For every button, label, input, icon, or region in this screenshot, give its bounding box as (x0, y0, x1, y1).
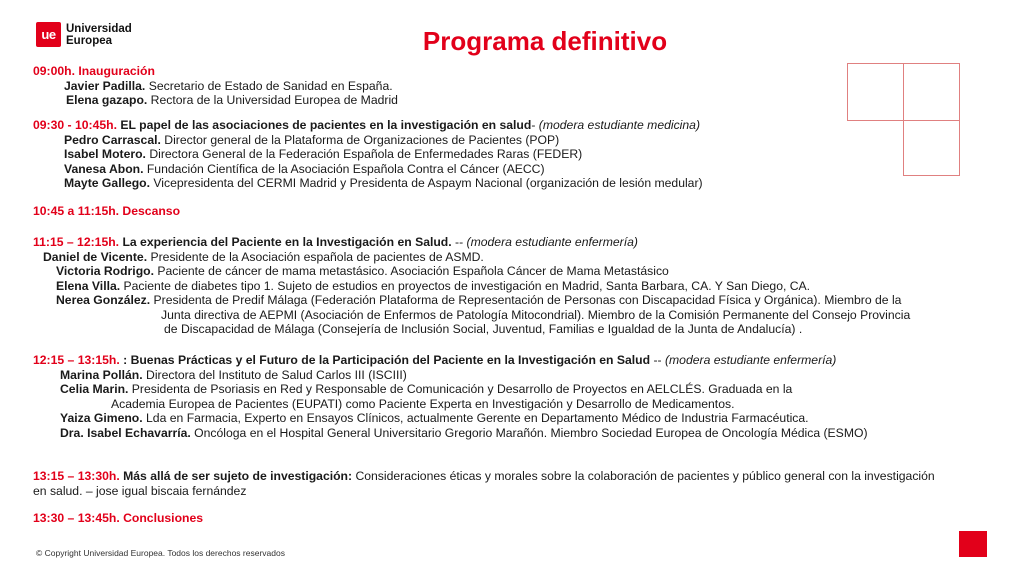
speaker-name: Dra. Isabel Echavarría. (60, 425, 191, 440)
session-experiencia-paciente: 11:15 – 12:15h. La experiencia del Paciente en la Investigación en Salud. -- (modera estudiante enfermería) Daniel de Vicente. Presidente de la Asociación española de pacientes de ASMD. Victoria Rodrigo. Paciente de cáncer de mama metastásico. Asociación Española Cáncer de Mama Metastásico Elena Villa. Paciente de diabetes tipo 1. Sujeto de estudios en proyectos de investigación en Madrid, Santa Barbara, CA. Y San Diego, CA. Nerea González. Presidenta de Predif Málaga (Federación Plataforma de Representación de Personas con Discapacidad Física y Orgánica). Miembro de la Junta directiva de AEPMI (Asociación de Enfermos de Patología Mitocondrial). Miembro de la Comisión Permanente del Consejo Provincia de Discapacidad de Málaga (Consejería de Inclusión Social, Juventud, Familias e Igualdad de la Junta de Andalucía) . (33, 235, 1023, 337)
speaker-desc: Secretario de Estado de Sanidad en España. (145, 78, 393, 93)
logo-name-line1: Universidad (66, 22, 132, 35)
speaker-name: Celia Marin. (60, 382, 129, 396)
speaker (33, 176, 1023, 191)
speaker-name: Nerea González. (56, 293, 151, 307)
speaker-name: Yaiza Gimeno. (60, 411, 143, 425)
speaker (33, 368, 1023, 383)
speaker-desc: Vicepresidenta del CERMI Madrid y Presidenta de Aspaym Nacional (organización de lesión medular) (150, 176, 703, 190)
session-time: 10:45 a 11:15h. Descanso (33, 204, 181, 218)
speaker (33, 382, 1023, 397)
speaker-name: Vanesa Abon. (64, 161, 144, 176)
speaker (33, 147, 1023, 162)
speaker (33, 250, 1023, 265)
session-time: 09:30 - 10:45h. (33, 118, 118, 132)
speaker-desc-continued: Junta directiva de AEPMI (Asociación de Enfermos de Patología Mitocondrial). Miembro de la Comisión Permanente del Consejo Provincia (161, 307, 911, 322)
speaker-name: Elena Villa. (56, 278, 121, 293)
speaker-desc: Presidenta de Psoriasis en Red y Responsable de Comunicación y Desarrollo de Proyectos en AELCLÉS. Graduada en la (128, 382, 793, 396)
speaker-name: Isabel Motero. (64, 147, 146, 161)
session-conclusiones (33, 511, 1023, 526)
speaker-desc: Presidenta de Predif Málaga (Federación Plataforma de Representación de Personas con Discapacidad Física y Orgánica). Miembro de la (150, 293, 902, 307)
speaker-name: Mayte Gallego. (64, 176, 151, 190)
speaker (33, 293, 1023, 308)
ue-logo-icon: ue (36, 22, 61, 47)
session-title: Más allá de ser sujeto de investigación: (119, 469, 353, 483)
session-mas-alla (33, 469, 948, 498)
session-asociaciones: 09:30 - 10:45h. EL papel de las asociaciones de pacientes en la investigación en salud- (modera estudiante medicina) Pedro Carrascal. Director general de la Plataforma de Organizaciones de Pacientes (POP) Isabel Motero. Directora General de la Federación Española de Enfermedades Raras (FEDER) Vanesa Abon. Fundación Científica de la Asociación Española Contra el Cáncer (AECC) Mayte Gallego. Vicepresidenta del CERMI Madrid y Presidenta de Aspaym Nacional (organización de lesión medular) (33, 118, 1023, 191)
speaker-name: Marina Pollán. (60, 367, 143, 382)
speaker-desc: Directora del Instituto de Salud Carlos III (ISCIII) (142, 367, 407, 382)
speaker (33, 279, 1023, 294)
session-inauguracion (33, 64, 1023, 108)
speaker-desc: Presidente de la Asociación española de pacientes de ASMD. (147, 249, 484, 264)
session-time: 13:30 – 13:45h. Conclusiones (33, 511, 204, 525)
speaker-desc: Paciente de diabetes tipo 1. Sujeto de estudios en proyectos de investigación en Madrid, Santa Barbara, CA. Y San Diego, CA. (120, 278, 811, 293)
page-title: Programa definitivo (422, 26, 668, 56)
speaker-name: Daniel de Vicente. (43, 249, 148, 264)
speaker-desc-continued: de Discapacidad de Málaga (Consejería de Inclusión Social, Juventud, Familias e Igualdad de la Junta de Andalucía) . (164, 322, 803, 336)
speaker (33, 133, 1023, 148)
decorative-red-block (959, 531, 987, 557)
speaker-name: Pedro Carrascal. (64, 132, 161, 147)
session-title: EL papel de las asociaciones de pacientes en la investigación en salud (117, 118, 532, 132)
session-time: 09:00h. Inauguración (33, 64, 155, 78)
speaker-desc: Fundación Científica de la Asociación Española Contra el Cáncer (AECC) (143, 161, 545, 176)
speaker (33, 411, 1023, 426)
speaker-desc: Oncóloga en el Hospital General Universitario Gregorio Marañón. Miembro Sociedad Europea de Oncología Médica (ESMO) (190, 425, 868, 440)
session-moderator: (modera estudiante enfermería) (664, 353, 837, 367)
session-buenas-practicas: 12:15 – 13:15h. : Buenas Prácticas y el Futuro de la Participación del Paciente en la Investigación en Salud -- (modera estudiante enfermería) Marina Pollán. Directora del Instituto de Salud Carlos III (ISCIII) Celia Marin. Presidenta de Psoriasis en Red y Responsable de Comunicación y Desarrollo de Proyectos en AELCLÉS. Graduada en la Academia Europea de Pacientes (EUPATI) como Paciente Experta en Investigación y Desarrollo de Medicamentos. Yaiza Gimeno. Lda en Farmacia, Experto en Ensayos Clínicos, actualmente Gerente en Departamento Médico de Industria Farmacéutica. Dra. Isabel Echavarría. Oncóloga en el Hospital General Universitario Gregorio Marañón. Miembro Sociedad Europea de Oncología Médica (ESMO) (33, 353, 1023, 440)
speaker (33, 264, 1023, 279)
session-descanso (33, 204, 1023, 219)
speaker (33, 79, 1023, 94)
speaker-desc: Directora General de la Federación Española de Enfermedades Raras (FEDER) (145, 147, 583, 161)
session-time: 12:15 – 13:15h. (33, 353, 120, 367)
speaker-desc: Rectora de la Universidad Europea de Madrid (147, 93, 398, 107)
speaker (33, 162, 1023, 177)
speaker-desc-continued: Academia Europea de Pacientes (EUPATI) como Paciente Experta en Investigación y Desarrollo de Medicamentos. (111, 396, 735, 411)
session-moderator: (modera estudiante medicina) (538, 118, 701, 132)
session-title: La experiencia del Paciente en la Investigación en Salud. (119, 235, 452, 249)
session-moderator: (modera estudiante enfermería) (466, 235, 638, 249)
session-time: 13:15 – 13:30h. (33, 469, 120, 483)
session-title: : Buenas Prácticas y el Futuro de la Participación del Paciente en la Investigación en Salud (119, 353, 651, 367)
speaker-desc: Director general de la Plataforma de Organizaciones de Pacientes (POP) (160, 132, 560, 147)
speaker-desc: Paciente de cáncer de mama metastásico. Asociación Española Cáncer de Mama Metastásico (153, 264, 669, 278)
copyright-footer: © Copyright Universidad Europea. Todos los derechos reservados (36, 548, 285, 558)
speaker-desc: Lda en Farmacia, Experto en Ensayos Clínicos, actualmente Gerente en Departamento Médico de Industria Farmacéutica. (142, 411, 809, 425)
speaker (33, 426, 1023, 441)
speaker-name: Javier Padilla. (64, 78, 146, 93)
speaker (33, 93, 1023, 108)
logo-name-line2: Europea (66, 34, 113, 47)
session-time: 11:15 – 12:15h. (33, 235, 120, 249)
speaker-name: Victoria Rodrigo. (56, 264, 154, 278)
speaker-name: Elena gazapo. (66, 93, 148, 107)
session-description: Consideraciones éticas y morales sobre la colaboración de pacientes y público general con la investigación en salud. – jose igual biscaia fernández (33, 469, 935, 498)
